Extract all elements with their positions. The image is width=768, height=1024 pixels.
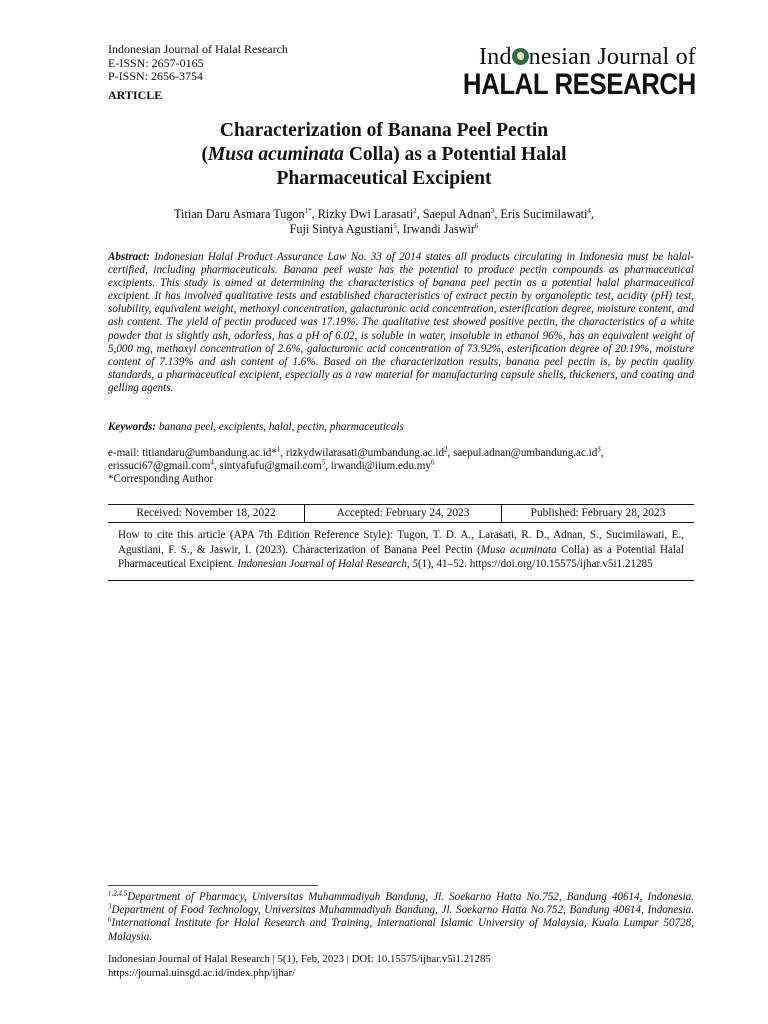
keywords xyxy=(108,421,694,434)
corresponding-author: *Corresponding Author xyxy=(108,473,214,486)
citation-volume: 5 xyxy=(412,558,418,570)
affiliation-text: Department of Food Technology, Universitas Muhammadiyah Bandung, Jl. Soekarno Hatta No.752, Bandung 40614, Indonesia. xyxy=(111,904,694,917)
footnote-mark: 3 xyxy=(108,902,112,911)
abstract-text: Indonesian Halal Product Assurance Law No. 33 of 2014 states all products circulating in Indonesia must be halal-certified, including pharmaceuticals. Banana peel waste has the potential to produce pectin compounds as pharmaceutical excipients. This study is aimed at determining the characteristics of banana peel pectin as a potential halal pharmaceutical excipient. It has involved qualitative tests and established characteristics of extract pectin by organoleptic test, acidity (pH) test, solubility, equivalent weight, methoxyl concentration, galacturonic acid concentration, esterification degree, moisture content, and ash content. The yield of pectin produced was 17.19%. The qualitative test showed positive pectin, the characteristics of a white powder that is slightly ash, odorless, has a pH of 6.02, is soluble in water, insoluble in ethanol 96%, has an equivalent weight of 5,000 mg, methoxyl concentration of 2.6%, galacturonic acid concentration of 73.92%, esterification degree of 20.19%, moisture content of 7.139% and ash content of 1.6%. Based on the characterization results, banana peel pectin is, by pectin quality standards, a pharmaceutical excipient, especially as a raw material for manufacturing capsule shells, thickeners, and coating and gelling agents. xyxy=(108,251,694,394)
article-type: ARTICLE xyxy=(108,87,163,102)
author-affiliation-mark: 1* xyxy=(304,206,312,215)
email-link[interactable]: erissuci67@gmail.com xyxy=(108,460,211,473)
emails-line1 xyxy=(108,447,694,460)
authors-line1 xyxy=(100,207,668,222)
title-line1: Characterization of Banana Peel Pectin xyxy=(219,120,549,141)
author-affiliation-mark: 2 xyxy=(413,206,417,215)
footer-citation: Indonesian Journal of Halal Research | 5(1), Feb, 2023 | DOI: 10.15575/ijhar.v5i1.21285 xyxy=(108,953,491,965)
eissn: E-ISSN: 2657-0165 xyxy=(108,55,204,70)
email-link[interactable]: e-mail: titiandaru@umbandung.ac.id* xyxy=(108,447,277,459)
footnote-mark: 1,2,4,5 xyxy=(108,889,128,898)
published-date: Published: February 28, 2023 xyxy=(530,507,666,519)
email-link[interactable]: , irwandi@iium.edu.my xyxy=(325,460,431,473)
keywords-label: Keywords: xyxy=(108,421,157,433)
logo-line2: HALAL RESEARCH xyxy=(463,68,696,101)
page-footer xyxy=(108,953,694,980)
author-name: , Rizky Dwi Larasati xyxy=(311,207,414,221)
affiliation-text: International Institute for Halal Research and Training, International Islamic University of Malaysia, Kuala Lumpur 50728, Malaysia. xyxy=(108,917,694,943)
journal-name: Indonesian Journal of Halal Research xyxy=(108,42,288,56)
email-separator: , xyxy=(600,447,604,459)
footnote-rule xyxy=(108,885,318,886)
email-mark: 5 xyxy=(321,458,326,467)
author-name: , Eris Sucimilawati xyxy=(494,207,588,221)
email-mark: 3 xyxy=(597,445,601,454)
author-emails xyxy=(108,447,694,487)
email-link[interactable]: , rizkydwilarasati@umbandung.ac.id xyxy=(280,447,445,459)
footnote-mark: 6 xyxy=(108,915,112,924)
received-date: Received: November 18, 2022 xyxy=(108,505,305,522)
article-title xyxy=(100,119,668,191)
logo-text-b: nesian Journal of xyxy=(528,44,696,70)
title-species: Musa acuminata xyxy=(207,144,344,165)
affiliations-footnote xyxy=(108,891,694,944)
author-separator: , xyxy=(590,207,594,221)
citation-text: How to cite this article (APA 7th Edition Reference Style): Tugon, T. D. A., Larasati, R. D., Adnan, S., Sucimilawati, E., Agustiani, F. S., & Jaswir, I. (2023). Characterization of Banana Peel Pectin ( xyxy=(118,529,684,556)
author-name: Fuji Sintya Agustiani xyxy=(289,222,394,236)
citation-box xyxy=(108,526,694,581)
logo-text-a: Ind xyxy=(479,44,512,70)
author-name: , Saepul Adnan xyxy=(416,207,491,221)
citation-doi-link[interactable]: (1), 41–52. https://doi.org/10.15575/ijhar.v5i1.21285 xyxy=(417,558,653,570)
author-affiliation-mark: 5 xyxy=(393,221,397,230)
email-mark: 1 xyxy=(276,445,281,454)
author-name: , Irwandi Jaswir xyxy=(396,222,475,236)
leaf-icon xyxy=(512,48,529,65)
title-paren: ( xyxy=(201,144,208,165)
journal-logo xyxy=(425,44,696,100)
citation-species: Musa acuminata xyxy=(480,543,557,556)
keywords-text: banana peel, excipients, halal, pectin, pharmaceuticals xyxy=(156,421,404,433)
title-line3: Pharmaceutical Excipient xyxy=(276,168,492,189)
citation-journal: Indonesian Journal of Halal Research xyxy=(237,558,407,570)
abstract xyxy=(108,251,694,395)
title-line2 xyxy=(100,143,668,167)
author-list xyxy=(100,207,668,237)
email-link[interactable]: , sintyafufu@gmail.com xyxy=(213,460,322,473)
email-mark: 6 xyxy=(430,458,435,467)
article-dates xyxy=(108,504,694,523)
citation-text: Colla) as a Potential Halal Pharmaceutical Excipient. xyxy=(118,543,685,570)
authors-line2 xyxy=(100,222,668,237)
title-line2-rest: Colla) as a Potential Halal xyxy=(343,144,567,165)
pissn: P-ISSN: 2656-3754 xyxy=(108,69,204,83)
email-mark: 4 xyxy=(210,458,214,467)
author-affiliation-mark: 6 xyxy=(474,221,479,230)
abstract-label: Abstract: xyxy=(108,251,150,263)
journal-header xyxy=(108,43,288,102)
citation-text: , xyxy=(406,558,413,570)
author-affiliation-mark: 3 xyxy=(490,206,495,215)
accepted-date: Accepted: February 24, 2023 xyxy=(305,505,502,522)
logo-line1 xyxy=(425,44,696,70)
author-affiliation-mark: 4 xyxy=(587,206,591,215)
email-mark: 2 xyxy=(444,445,448,454)
author-name: Titian Daru Asmara Tugon xyxy=(174,207,305,221)
email-link[interactable]: , saepul.adnan@umbandung.ac.id xyxy=(447,447,598,459)
footer-url-link[interactable]: https://journal.uinsgd.ac.id/index.php/ijhar/ xyxy=(108,966,296,979)
emails-line2 xyxy=(108,460,694,473)
affiliation-text: Department of Pharmacy, Universitas Muhammadiyah Bandung, Jl. Soekarno Hatta No.752, Bandung 40614, Indonesia. xyxy=(127,891,694,903)
